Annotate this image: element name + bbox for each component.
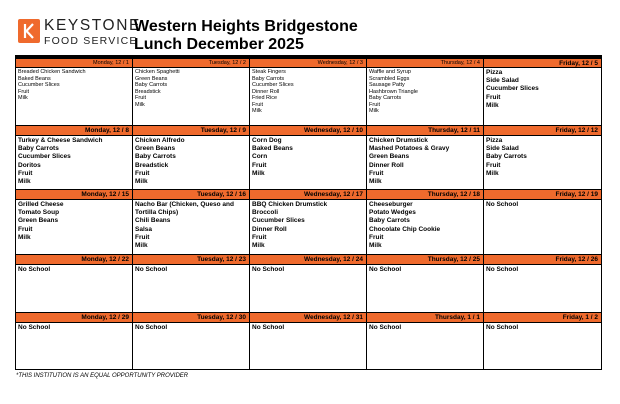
meal-items [18,266,131,274]
menu-month-title: Lunch December 2025 [134,36,304,53]
meal-item: BBQ Chicken Drumstick [252,201,328,208]
day-cell [484,255,601,312]
meal-item: Milk [252,242,265,250]
meal-item: Milk [18,95,28,101]
meal-item: Fruit [486,93,501,101]
meal-item: Chili Beans [135,217,171,225]
day-date: Wednesday, 12 / 3 [250,59,366,68]
meal-item: Cucumber Slices [252,82,294,88]
day-cell [16,126,133,189]
meal-item: Chicken Drumstick [369,137,428,144]
day-date: Monday, 12 / 1 [16,59,132,68]
meal-item: Baby Carrots [135,153,176,161]
day-cell [16,59,133,125]
meal-item: Breaded Chicken Sandwich [18,69,86,75]
meal-item: Milk [369,242,382,250]
day-cell [250,313,367,369]
day-date: Tuesday, 12 / 9 [133,126,249,136]
day-date: Tuesday, 12 / 2 [133,59,249,68]
meal-item: Broccoli [252,209,279,217]
meal-item: Nacho Bar (Chicken, Queso and Tortilla Chips) [135,201,234,217]
meal-item: Baby Carrots [369,217,410,225]
day-date: Tuesday, 12 / 16 [133,190,249,200]
logo-wordmark: KEYSTONE [44,17,141,34]
day-cell [133,190,250,254]
meal-item: Milk [252,108,262,114]
meal-item: Sausage Patty [369,82,405,88]
meal-item: Fruit [252,101,263,108]
day-date: Wednesday, 12 / 24 [250,255,366,265]
day-cell [250,126,367,189]
meal-items [135,201,248,250]
day-date: Friday, 12 / 12 [484,126,601,136]
meal-item: Corn [252,153,268,161]
meal-item: Dinner Roll [252,225,287,233]
meal-items [486,137,600,178]
meal-item: Steak Fingers [252,69,286,75]
meal-item: Green Beans [135,75,168,82]
week-row [16,255,601,312]
meal-items [486,266,600,274]
meal-item: Grilled Cheese [18,201,64,208]
no-school-note: No School [18,324,51,331]
meal-item: Chicken Spaghetti [135,69,180,75]
school-name: Western Heights Bridgestone [134,18,358,35]
day-date: Friday, 12 / 5 [484,59,601,68]
meal-item: Milk [252,169,265,177]
meal-items [369,324,482,332]
day-cell [367,190,484,254]
meal-item: Salsa [135,225,152,233]
no-school-note: No School [252,266,285,273]
meal-item: Cucumber Slices [252,217,305,225]
meal-item: Turkey & Cheese Sandwich [18,137,103,144]
meal-item: Baby Carrots [369,95,402,101]
meal-items [486,69,600,110]
day-cell [367,59,484,125]
day-cell [250,255,367,312]
day-cell [367,313,484,369]
meal-item: Cheeseburger [369,201,413,208]
meal-item: Baby Carrots [486,153,527,161]
meal-item: Pizza [486,137,503,144]
meal-item: Chocolate Chip Cookie [369,225,441,233]
equal-opportunity-statement: *THIS INSTITUTION IS AN EQUAL OPPORTUNITY PROVIDER [16,373,189,379]
no-school-note: No School [135,266,168,273]
day-cell [367,126,484,189]
day-date: Thursday, 12 / 18 [367,190,483,200]
day-date: Monday, 12 / 22 [16,255,132,265]
meal-items [252,69,365,115]
week-row [16,190,601,254]
meal-item: Fruit [18,169,33,177]
meal-item: Side Salad [486,145,519,153]
meal-items [369,266,482,274]
meal-item: Fruit [135,233,150,241]
meal-items [369,137,482,186]
day-cell [484,59,601,125]
meal-item: Potato Wedges [369,209,416,217]
day-date: Tuesday, 12 / 23 [133,255,249,265]
meal-item: Fruit [369,101,380,108]
meal-item: Chicken Alfredo [135,137,185,144]
day-cell [16,313,133,369]
meal-item: Fruit [369,169,384,177]
meal-item: Pizza [486,69,503,76]
day-cell [16,190,133,254]
meal-item: Side Salad [486,77,519,85]
meal-item: Cucumber Slices [486,85,539,93]
meal-item: Milk [135,178,148,186]
meal-item: Dinner Roll [252,88,280,95]
meal-item: Fruit [252,233,267,241]
meal-items [486,201,600,209]
meal-items [369,69,482,115]
no-school-note: No School [252,324,285,331]
meal-item: Corn Dog [252,137,282,144]
meal-items [18,201,131,242]
day-date: Friday, 1 / 2 [484,313,601,323]
meal-item: Dinner Roll [369,161,404,169]
meal-item: Baked Beans [252,145,293,153]
day-cell [133,126,250,189]
meal-item: Green Beans [369,153,410,161]
meal-items [252,137,365,178]
meal-item: Breadstick [135,161,169,169]
meal-item: Fruit [486,161,501,169]
meal-items [135,266,248,274]
meal-items [252,266,365,274]
day-cell [484,190,601,254]
meal-items [18,324,131,332]
week-row [16,313,601,369]
no-school-note: No School [369,324,402,331]
meal-item: Fruit [135,95,146,101]
day-date: Monday, 12 / 29 [16,313,132,323]
meal-item: Milk [486,169,499,177]
meal-item: Fruit [252,161,267,169]
meal-item: Hashbrown Triangle [369,88,418,95]
day-date: Tuesday, 12 / 30 [133,313,249,323]
meal-item: Green Beans [135,145,176,153]
meal-item: Fruit [18,225,33,233]
day-cell [484,126,601,189]
meal-item: Breadstick [135,88,161,95]
day-cell [250,59,367,125]
no-school-note: No School [486,201,519,208]
meal-item: Waffle and Syrup [369,69,411,75]
meal-item: Cucumber Slices [18,82,60,88]
logo-subtitle: FOOD SERVICE [44,35,138,47]
day-date: Wednesday, 12 / 10 [250,126,366,136]
meal-item: Milk [369,108,379,114]
meal-item: Fruit [135,169,150,177]
meal-item: Fried Rice [252,95,278,101]
meal-item: Milk [369,178,382,186]
day-date: Thursday, 12 / 25 [367,255,483,265]
meal-items [252,324,365,332]
day-date: Monday, 12 / 8 [16,126,132,136]
meal-item: Fruit [18,88,29,95]
meal-item: Doritos [18,161,41,169]
meal-item: Tomato Soup [18,209,60,217]
day-date: Friday, 12 / 26 [484,255,601,265]
meal-items [252,201,365,250]
meal-item: Baked Beans [18,75,51,82]
meal-item: Baby Carrots [135,82,168,88]
meal-items [18,137,131,186]
meal-item: Milk [135,101,145,108]
lunch-calendar [15,58,602,370]
meal-items [18,69,131,102]
meal-item: Milk [18,233,31,241]
meal-item: Baby Carrots [252,75,285,82]
day-cell [16,255,133,312]
day-date: Monday, 12 / 15 [16,190,132,200]
day-cell [133,255,250,312]
meal-item: Milk [18,178,31,186]
day-date: Friday, 12 / 19 [484,190,601,200]
week-row [16,126,601,189]
meal-items [135,137,248,186]
meal-items [369,201,482,250]
meal-item: Scrambled Eggs [369,75,410,82]
day-cell [484,313,601,369]
day-cell [367,255,484,312]
day-date: Thursday, 1 / 1 [367,313,483,323]
no-school-note: No School [135,324,168,331]
meal-item: Mashed Potatoes & Gravy [369,145,450,153]
meal-items [135,324,248,332]
no-school-note: No School [486,266,519,273]
day-date: Thursday, 12 / 11 [367,126,483,136]
meal-item: Cucumber Slices [18,153,71,161]
week-row [16,59,601,125]
day-cell [133,313,250,369]
no-school-note: No School [18,266,51,273]
day-cell [250,190,367,254]
day-date: Thursday, 12 / 4 [367,59,483,68]
meal-item: Green Beans [18,217,59,225]
menu-header [15,15,601,55]
no-school-note: No School [369,266,402,273]
day-cell [133,59,250,125]
day-date: Wednesday, 12 / 17 [250,190,366,200]
meal-items [135,69,248,108]
day-date: Wednesday, 12 / 31 [250,313,366,323]
keystone-k-icon [18,19,40,43]
meal-item: Milk [486,101,499,109]
no-school-note: No School [486,324,519,331]
meal-item: Fruit [369,233,384,241]
meal-item: Baby Carrots [18,145,59,153]
meal-item: Milk [135,242,148,250]
meal-items [486,324,600,332]
